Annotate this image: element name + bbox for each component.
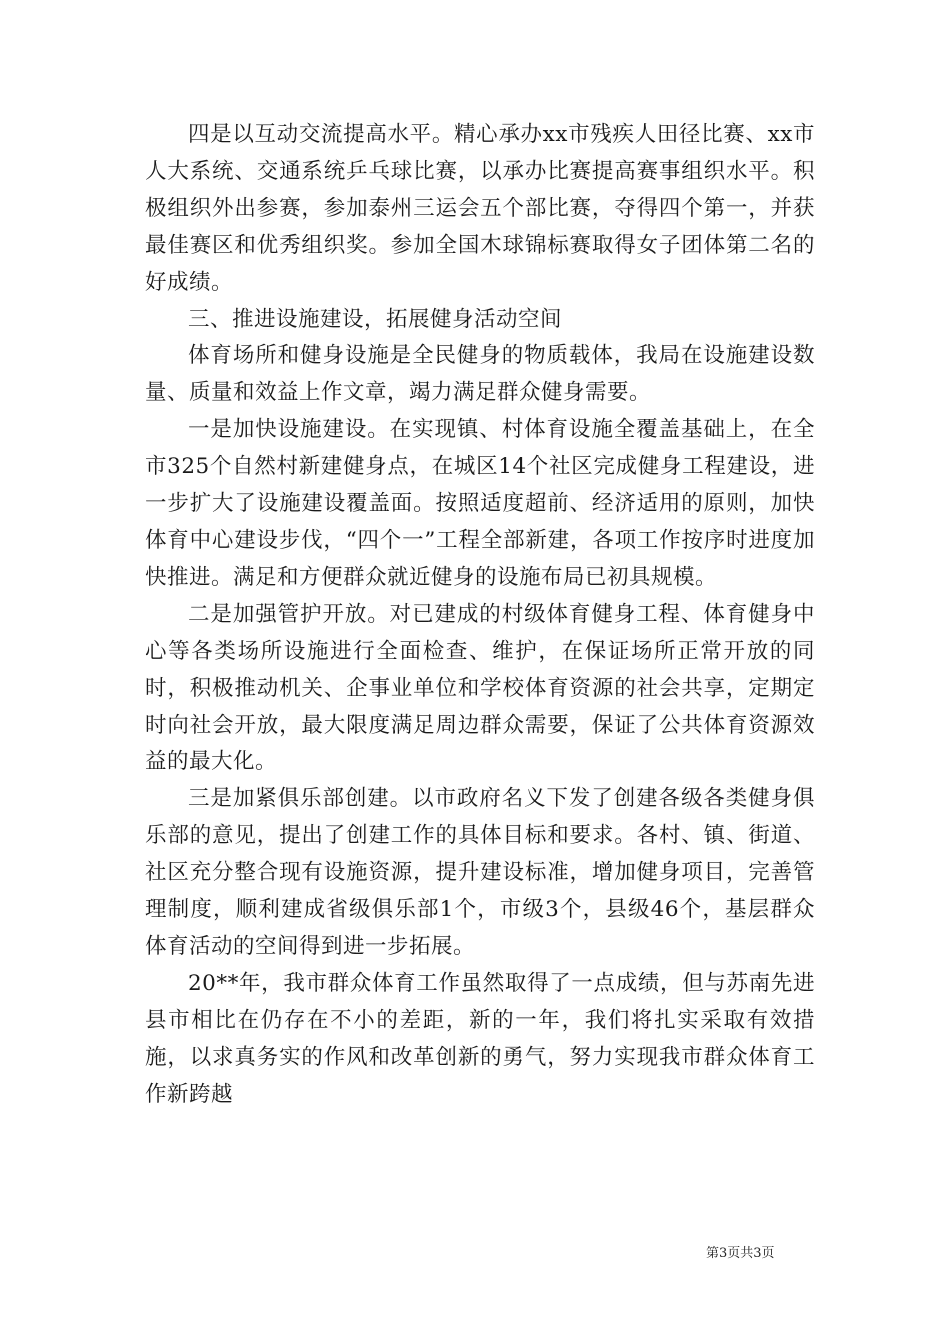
paragraph-maintenance-opening: 二是加强管护开放。对已建成的村级体育健身工程、体育健身中心等各类场所设施进行全面检查、维护，在保证场所正常开放的同时，积极推动机关、企事业单位和学校体育资源的社会共享，定期定时向社会开放，最大限度满足周边群众需要，保证了公共体育资源效益的最大化。	[145, 601, 815, 775]
paragraph-conclusion: 20**年，我市群众体育工作虽然取得了一点成绩，但与苏南先进县市相比在仍存在不小的差距，新的一年，我们将扎实采取有效措施，以求真务实的作风和改革创新的勇气，努力实现我市群众体育工作新跨越	[145, 970, 815, 1107]
paragraph-speed-up-construction: 一是加快设施建设。在实现镇、村体育设施全覆盖基础上，在全市325个自然村新建健身点，在城区14个社区完成健身工程建设，进一步扩大了设施建设覆盖面。按照适度超前、经济适用的原则，加快体育中心建设步伐，“四个一”工程全部新建，各项工作按序时进度加快推进。满足和方便群众就近健身的设施布局已初具规模。	[145, 417, 815, 590]
paragraph-interaction-competition: 四是以互动交流提高水平。精心承办xx市残疾人田径比赛、xx市人大系统、交通系统乒乓球比赛，以承办比赛提高赛事组织水平。积极组织外出参赛，参加泰州三运会五个部比赛，夺得四个第一，并获最佳赛区和优秀组织奖。参加全国木球锦标赛取得女子团体第二名的好成绩。	[145, 122, 815, 295]
section-heading-facilities: 三、推进设施建设，拓展健身活动空间	[188, 306, 563, 332]
document-body	[145, 117, 815, 1113]
page-number-footer: 第3页共3页	[706, 1246, 775, 1261]
paragraph-facilities-intro: 体育场所和健身设施是全民健身的物质载体，我局在设施建设数量、质量和效益上作文章，竭力满足群众健身需要。	[145, 343, 815, 406]
paragraph-club-creation: 三是加紧俱乐部创建。以市政府名义下发了创建各级各类健身俱乐部的意见，提出了创建工作的具体目标和要求。各村、镇、街道、社区充分整合现有设施资源，提升建设标准，增加健身项目，完善管理制度，顺利建成省级俱乐部1个，市级3个，县级46个，基层群众体育活动的空间得到进一步拓展。	[145, 786, 815, 959]
